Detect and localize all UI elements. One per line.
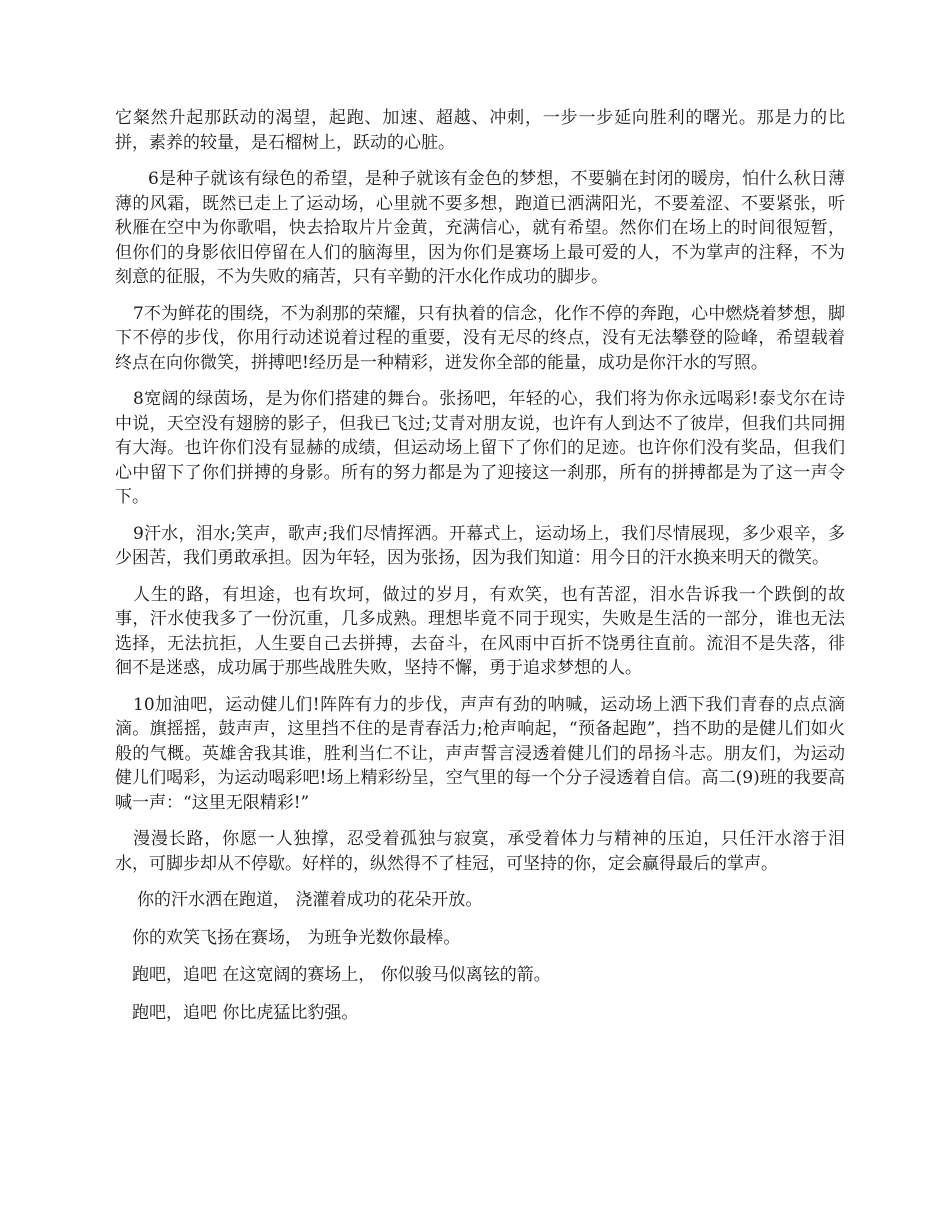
paragraph: 漫漫长路，你愿一人独撑，忍受着孤独与寂寞，承受着体力与精神的压迫，只任汗水溶于泪水，可脚步却从不停歇。好样的，纵然得不了桂冠，可坚持的你，定会赢得最后的掌声。: [115, 829, 845, 874]
document-body: [115, 106, 845, 1038]
paragraph: 6是种子就该有绿色的希望，是种子就该有金色的梦想，不要躺在封闭的暖房，怕什么秋日薄薄的风霜，既然已走上了运动场，心里就不要多想，跑道已洒满阳光，不要羞涩、不要紧张，听秋雁在空中为你歌唱，快去拾取片片金黄，充满信心，就有希望。然你们在场上的时间很短暂，但你们的身影依旧停留在人们的脑海里，因为你们是赛场上最可爱的人，不为掌声的注释，不为刻意的征服，不为失败的痛苦，只有辛勤的汗水化作成功的脚步。: [115, 169, 845, 287]
paragraph: 7不为鲜花的围绕，不为刹那的荣耀，只有执着的信念，化作不停的奔跑，心中燃烧着梦想，脚下不停的步伐，你用行动述说着过程的重要，没有无尽的终点，没有无法攀登的险峰，希望载着终点在向你微笑，拼搏吧!经历是一种精彩，迸发你全部的能量，成功是你汗水的写照。: [115, 303, 845, 373]
paragraph: 跑吧，追吧 在这宽阔的赛场上， 你似骏马似离铉的箭。: [132, 965, 551, 985]
paragraph: 它粲然升起那跃动的渴望，起跑、加速、超越、冲刺，一步一步延向胜利的曙光。那是力的比拼，素养的较量，是石榴树上，跃动的心脏。: [115, 108, 845, 153]
paragraph: 你的欢笑飞扬在赛场， 为班争光数你最棒。: [132, 927, 461, 948]
paragraph: 8宽阔的绿茵场，是为你们搭建的舞台。张扬吧，年轻的心，我们将为你永远喝彩!泰戈尔在诗中说，天空没有翅膀的影子，但我已飞过;艾青对朋友说，也许有人到达不了彼岸，但我们共同拥有大海。也许你们没有显赫的成绩，但运动场上留下了你们的足迹。也许你们没有奖品，但我们心中留下了你们拼搏的身影。所有的努力都是为了迎接这一刹那，所有的拼搏都是为了这一声令下。: [115, 389, 845, 507]
paragraph: 跑吧，追吧 你比虎猛比豹强。: [132, 1002, 359, 1023]
paragraph: 你的汗水洒在跑道， 浇灌着成功的花朵开放。: [137, 890, 483, 910]
paragraph: 人生的路，有坦途，也有坎坷，做过的岁月，有欢笑，也有苦涩，泪水告诉我一个跌倒的故事，汗水使我多了一份沉重，几多成熟。理想毕竟不同于现实，失败是生活的一部分，谁也无法选择，无法抗拒，人生要自己去拼搏，去奋斗，在风雨中百折不饶勇往直前。流泪不是失落，徘徊不是迷惑，成功属于那些战胜失败，坚持不懈，勇于追求梦想的人。: [115, 584, 845, 678]
paragraph: 10加油吧，运动健儿们!阵阵有力的步伐，声声有劲的呐喊，运动场上洒下我们青春的点点滴滴。旗摇摇，鼓声声，这里挡不住的是青春活力;枪声响起，“预备起跑”，挡不助的是健儿们如火般的气概。英雄舍我其谁，胜利当仁不让，声声誓言浸透着健儿们的昂扬斗志。朋友们，为运动健儿们喝彩，为运动喝彩吧!场上精彩纷呈，空气里的每一个分子浸透着自信。高二(9)班的我要高喊一声：“这里无限精彩!”: [115, 694, 845, 813]
paragraph: 9汗水，泪水;笑声，歌声;我们尽情挥洒。开幕式上，运动场上，我们尽情展现，多少艰辛，多少困苦，我们勇敢承担。因为年轻，因为张扬，因为我们知道：用今日的汗水换来明天的微笑。: [115, 523, 845, 568]
